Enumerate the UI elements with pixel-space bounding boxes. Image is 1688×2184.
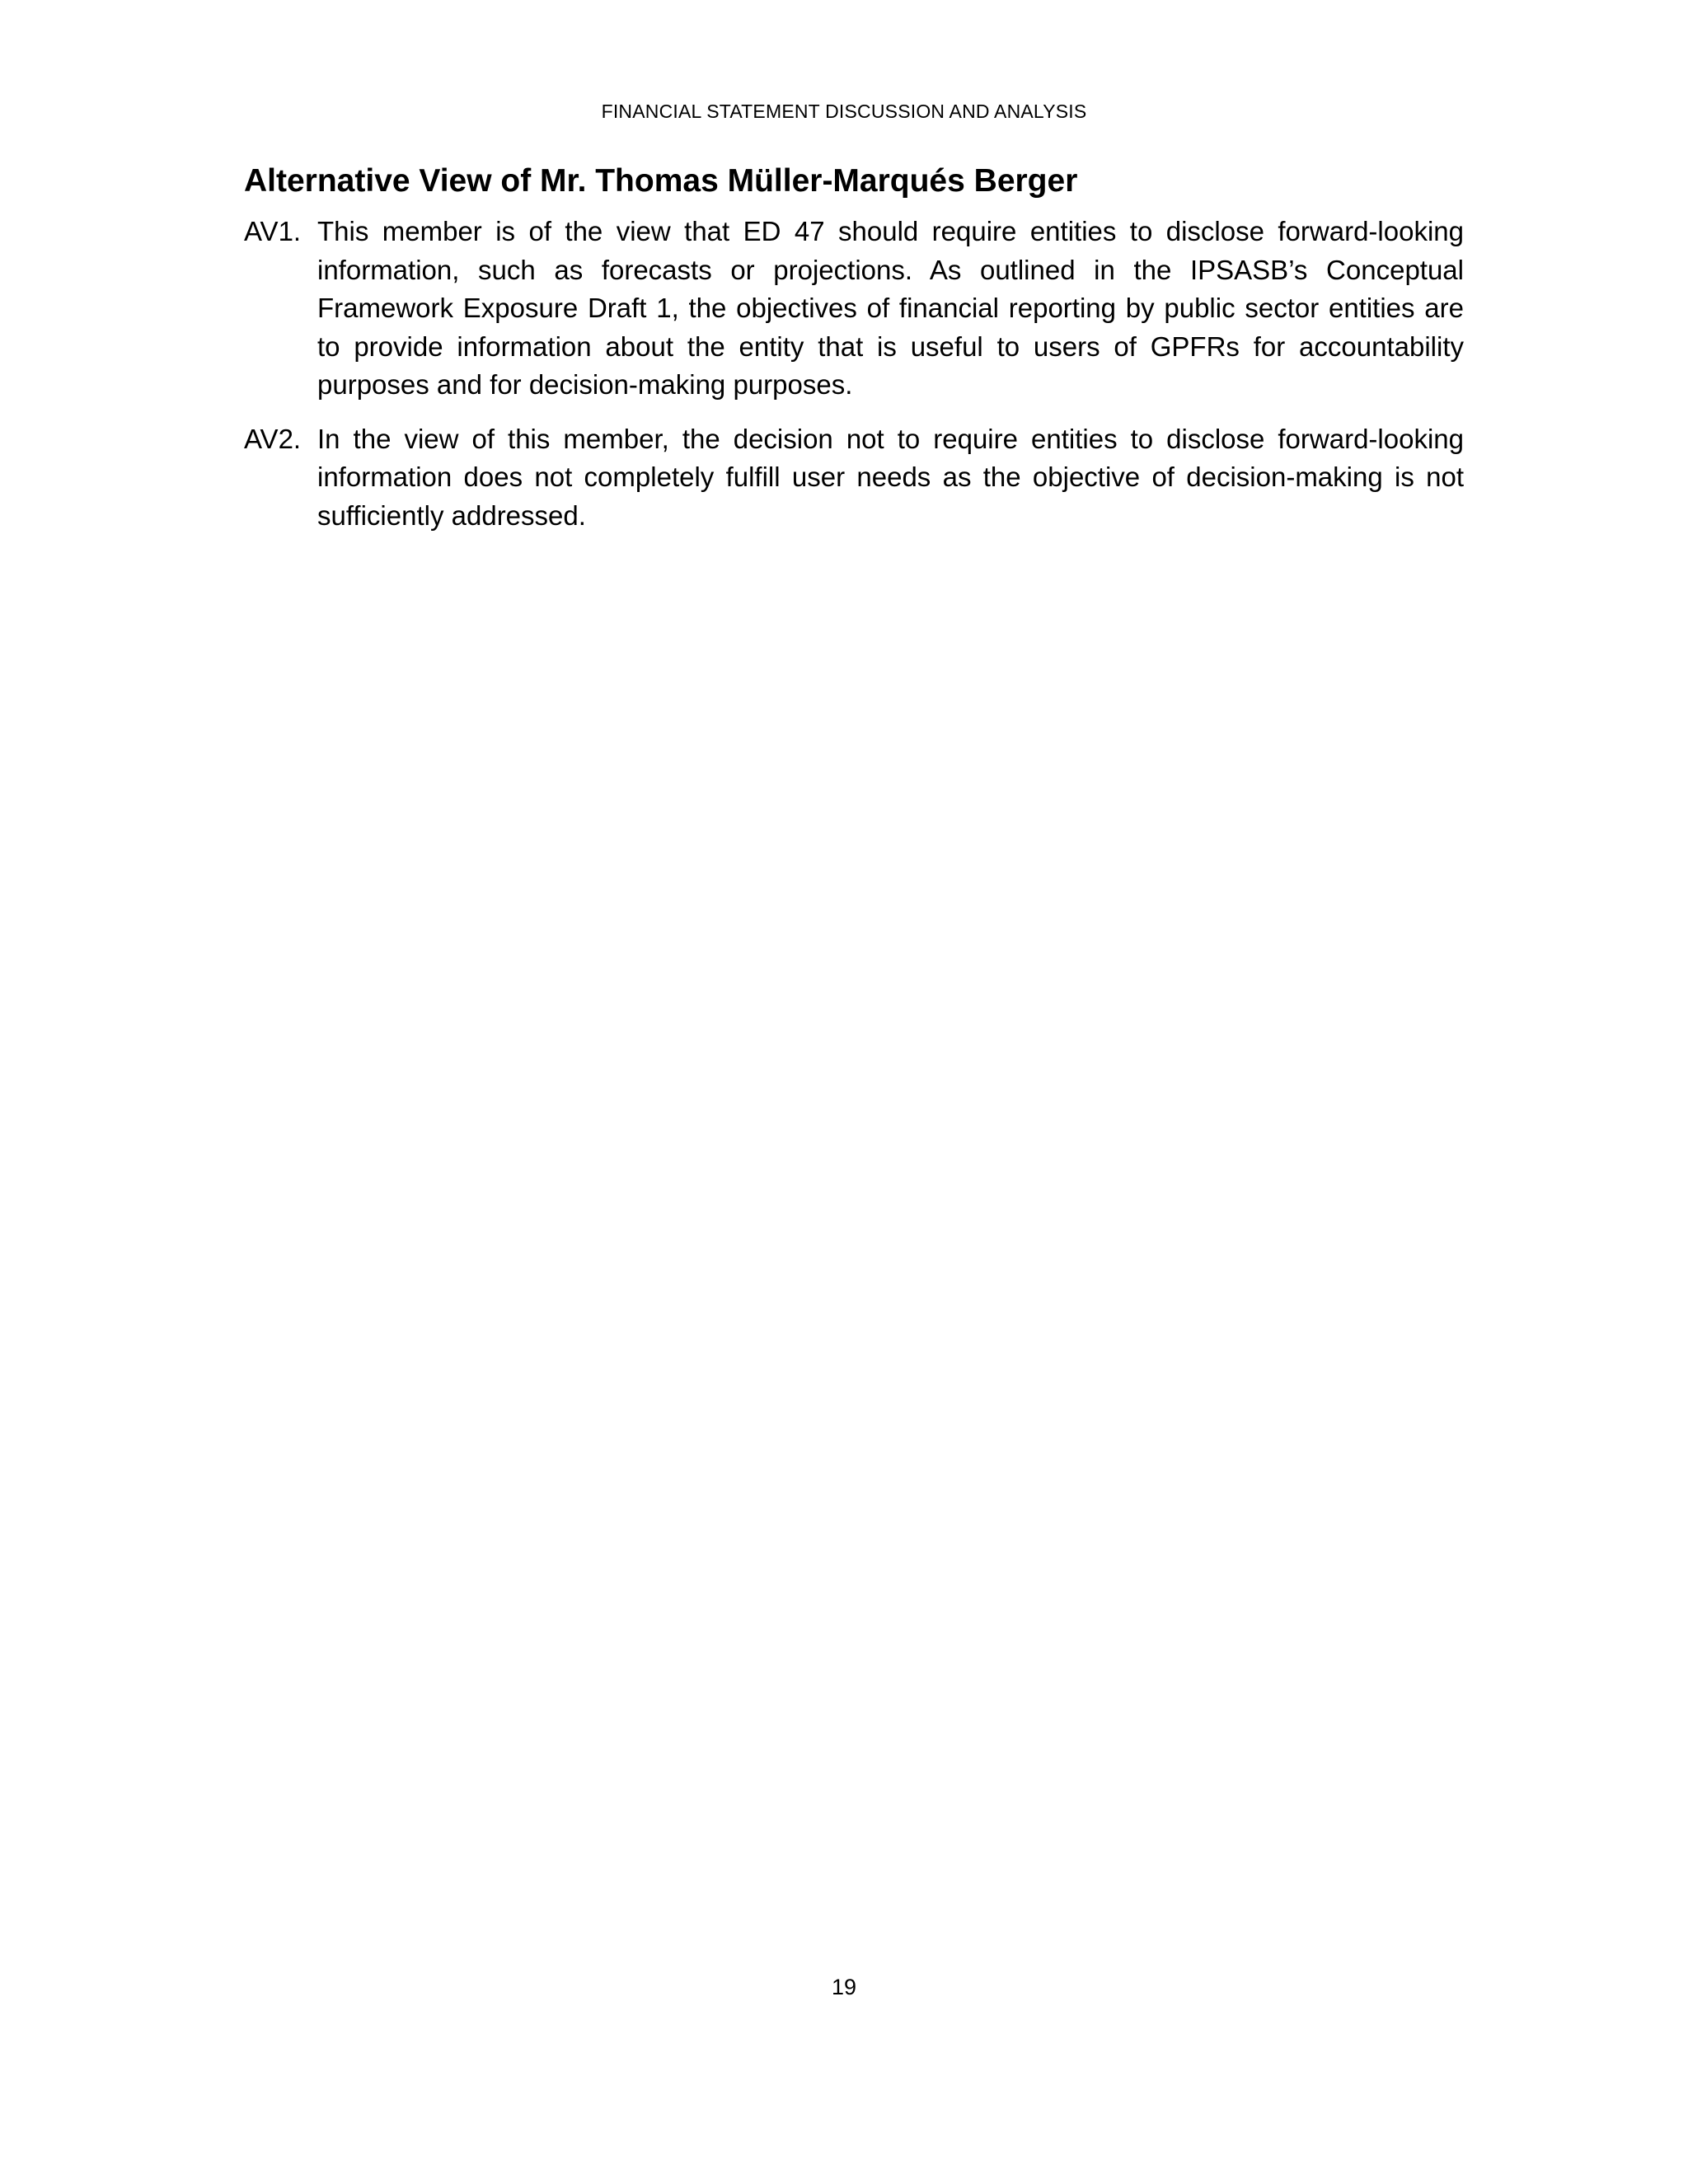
paragraph-av1	[244, 213, 1464, 405]
paragraph-number: AV2.	[244, 423, 302, 454]
paragraph-text: This member is of the view that ED 47 should require entities to disclose forward-looking information, such as forecasts or projections. As outlined in the IPSASB’s Conceptual Framework Exposure Draft 1, the objectives of financial reporting by public sector entities are to provide information about the entity that is useful to users of GPFRs for accountability purposes and for decision-making purposes.	[317, 216, 1464, 400]
paragraph-text: In the view of this member, the decision not to require entities to disclose forward-looking information does not completely fulfill user needs as the objective of decision-making is not sufficiently addressed.	[317, 423, 1464, 531]
paragraph-number: AV1.	[244, 216, 302, 246]
paragraph-av2	[244, 420, 1464, 536]
main-content	[244, 160, 1464, 551]
section-heading: Alternative View of Mr. Thomas Müller-Marqués Berger	[244, 163, 1078, 199]
page-number: 19	[831, 1975, 857, 1999]
running-header: FINANCIAL STATEMENT DISCUSSION AND ANALYSIS	[601, 101, 1087, 122]
